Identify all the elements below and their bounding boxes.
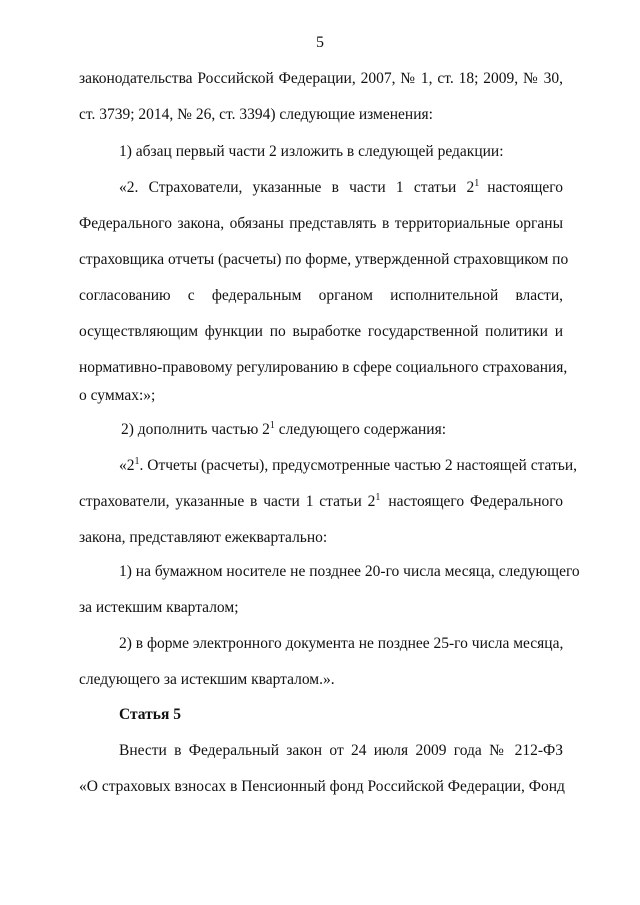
text-line: о суммах:»; [79,387,156,404]
text-line: страховщика отчеты (расчеты) по форме, утвержденной страховщиком по [79,251,569,268]
text-line [119,456,578,476]
text-line: 2) в форме электронного документа не позднее 25-го числа месяца, [119,635,564,652]
text-line: «О страховых взносах в Пенсионный фонд Российской Федерации, Фонд [79,778,565,795]
text-line [119,178,563,198]
text-segment: 2) дополнить частью 2 [121,421,270,438]
text-line: закона, представляют ежеквартально: [79,529,328,546]
text-line: 1) абзац первый части 2 изложить в следующей редакции: [119,143,504,160]
text-line: следующего за истекшим кварталом.». [79,671,335,688]
superscript: 1 [375,492,381,503]
text-line [79,492,563,512]
text-line: за истекшим кварталом; [79,599,239,616]
text-segment: настоящего [487,179,563,196]
text-segment: страхователи, указанные в части 1 статьи 2 [79,493,376,510]
superscript: 1 [134,456,140,467]
text-line: Федерального закона, обязаны представлять в территориальные органы [79,215,563,232]
text-line: осуществляющим функции по выработке государственной политики и [79,323,563,340]
superscript: 1 [474,178,480,189]
text-line [121,420,563,440]
article-heading: Статья 5 [119,706,181,723]
text-line: ст. 3739; 2014, № 26, ст. 3394) следующие изменения: [79,106,433,123]
text-line: нормативно-правовому регулированию в сфере социального страхования, [79,359,568,376]
superscript: 1 [269,420,275,431]
text-segment: настоящего Федерального [388,493,563,510]
text-segment: «2. Страхователи, указанные в части 1 статьи 2 [119,179,475,196]
text-segment: . Отчеты (расчеты), предусмотренные частью 2 настоящей статьи, [139,457,578,474]
text-segment: следующего содержания: [278,421,447,438]
text-line: Внести в Федеральный закон от 24 июля 2009 года № 212-ФЗ [119,742,563,759]
text-line: 1) на бумажном носителе не позднее 20-го числа месяца, следующего [119,563,580,580]
text-line: законодательства Российской Федерации, 2007, № 1, ст. 18; 2009, № 30, [79,70,563,87]
text-line: согласованию с федеральным органом исполнительной власти, [79,287,563,304]
text-segment: «2 [119,457,135,474]
page-number: 5 [316,34,324,51]
